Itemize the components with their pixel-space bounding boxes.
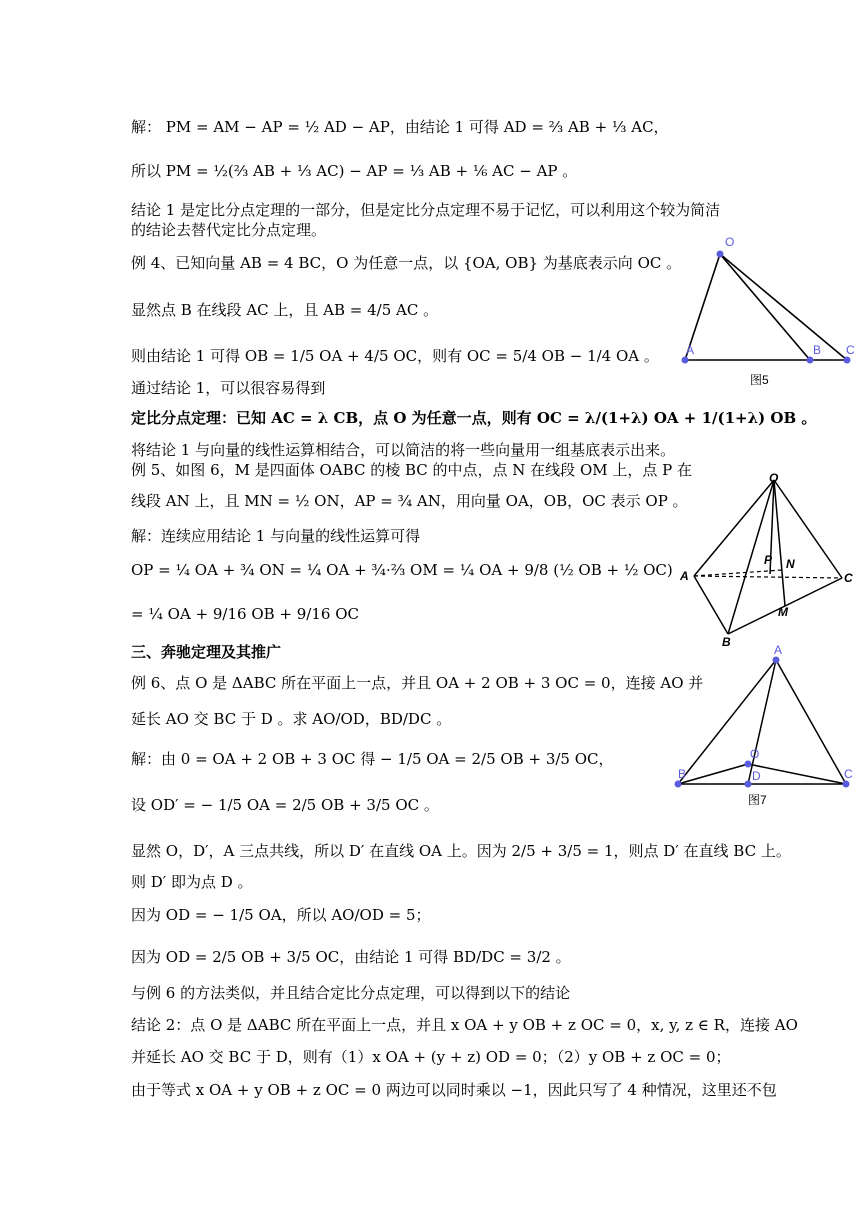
- example-4-line-3: 则由结论 1 可得 OB = 1/5 OA + 4/5 OC，则有 OC = 5/4 OB − 1/4 OA 。: [131, 347, 659, 365]
- example-4-line-2: 显然点 B 在线段 AC 上，且 AB = 4/5 AC 。: [131, 301, 439, 319]
- example-4-statement: 例 4、已知向量 AB = 4 BC，O 为任意一点，以 {OA, OB} 为基底表示向 OC 。: [131, 254, 682, 272]
- example-6-solution-4: 则 D′ 即为点 D 。: [131, 873, 253, 891]
- example-5-line-2: 线段 AN 上，且 MN = ½ ON，AP = ¾ AN，用向量 OA，OB，OC 表示 OP 。: [131, 492, 688, 510]
- conclusion-2-statement: 结论 2：点 O 是 ΔABC 所在平面上一点，并且 x OA + y OB + z OC = 0，x, y, z ∈ R，连接 AO: [131, 1016, 798, 1034]
- fig6-label-A: A: [680, 569, 689, 583]
- section-ratio-theorem: 定比分点定理：已知 AC = λ CB，点 O 为任意一点，则有 OC = λ/(1+λ) OA + 1/(1+λ) OB 。: [131, 409, 817, 427]
- example-6-solution-3: 显然 O，D′，A 三点共线，所以 D′ 在直线 OA 上。因为 2/5 + 3/5 = 1，则点 D′ 在直线 BC 上。: [131, 842, 791, 860]
- fig7-label-A: A: [774, 643, 783, 657]
- example-6-solution-5: 因为 OD = − 1/5 OA，所以 AO/OD = 5；: [131, 906, 431, 924]
- fig7-label-C: C: [844, 767, 853, 781]
- solution-line-2: 所以 PM = ½(⅔ AB + ⅓ AC) − AP = ⅓ AB + ⅙ AC − AP 。: [131, 162, 578, 180]
- fig7-label-O: O: [750, 747, 760, 761]
- example-5-statement: 例 5、如图 6，M 是四面体 OABC 的棱 BC 的中点，点 N 在线段 OM 上，点 P 在: [131, 461, 692, 479]
- fig5-caption: 图5: [750, 373, 769, 387]
- fig6-label-M: M: [778, 605, 788, 619]
- paragraph-conclusion-1: 结论 1 是定比分点定理的一部分，但是定比分点定理不易于记忆，可以利用这个较为简洁: [131, 201, 721, 219]
- fig6-label-O: O: [769, 471, 779, 485]
- example-5-solution: 解：连续应用结论 1 与向量的线性运算可得: [131, 527, 421, 545]
- paragraph-similar-method: 与例 6 的方法类似，并且结合定比分点定理，可以得到以下的结论: [131, 984, 571, 1002]
- conclusion-2-line-2: 并延长 AO 交 BC 于 D，则有（1）x OA + (y + z) OD = 0；（2）y OB + z OC = 0；: [131, 1048, 731, 1066]
- fig6-label-B: B: [722, 635, 731, 649]
- example-4-line-4: 通过结论 1，可以很容易得到: [131, 379, 326, 397]
- example-6-solution-6: 因为 OD = 2/5 OB + 3/5 OC，由结论 1 可得 BD/DC = 3/2 。: [131, 948, 571, 966]
- solution-line-1: 解： PM = AM − AP = ½ AD − AP，由结论 1 可得 AD = ⅔ AB + ⅓ AC，: [131, 118, 669, 136]
- paragraph-linear-ops: 将结论 1 与向量的线性运算相结合，可以简洁的将一些向量用一组基底表示出来。: [131, 441, 676, 459]
- example-6-solution-1: 解：由 0 = OA + 2 OB + 3 OC 得 − 1/5 OA = 2/5 OB + 3/5 OC，: [131, 750, 614, 768]
- example-5-equation-1: OP = ¼ OA + ¾ ON = ¼ OA + ¾·⅔ OM = ¼ OA + 9/8 (½ OB + ½ OC): [131, 561, 673, 579]
- fig7-label-B: B: [678, 767, 687, 781]
- fig5-label-O: O: [725, 235, 735, 249]
- paragraph-conclusion-1-cont: 的结论去替代定比分点定理。: [131, 221, 327, 239]
- conclusion-2-line-3: 由于等式 x OA + y OB + z OC = 0 两边可以同时乘以 −1，因此只写了 4 种情况，这里还不包: [131, 1081, 777, 1099]
- fig7-caption: 图7: [748, 793, 767, 807]
- fig5-label-C: C: [846, 343, 855, 357]
- section-heading-3: 三、奔驰定理及其推广: [131, 643, 282, 661]
- fig6-label-C: C: [844, 571, 853, 585]
- fig5-label-A: A: [686, 343, 695, 357]
- example-6-line-2: 延长 AO 交 BC 于 D 。求 AO/OD，BD/DC 。: [131, 710, 452, 728]
- fig5-label-B: B: [813, 343, 822, 357]
- example-6-statement: 例 6、点 O 是 ΔABC 所在平面上一点，并且 OA + 2 OB + 3 OC = 0，连接 AO 并: [131, 674, 704, 692]
- figure-7-triangle: [672, 642, 860, 810]
- example-5-equation-2: = ¼ OA + 9/16 OB + 9/16 OC: [131, 605, 359, 623]
- fig7-label-D: D: [752, 769, 761, 783]
- figure-6-tetrahedron: [672, 466, 860, 650]
- figure-5-triangle: [670, 232, 860, 392]
- fig6-label-N: N: [786, 557, 795, 571]
- fig6-label-P: P: [764, 553, 773, 567]
- example-6-solution-2: 设 OD′ = − 1/5 OA = 2/5 OB + 3/5 OC 。: [131, 796, 439, 814]
